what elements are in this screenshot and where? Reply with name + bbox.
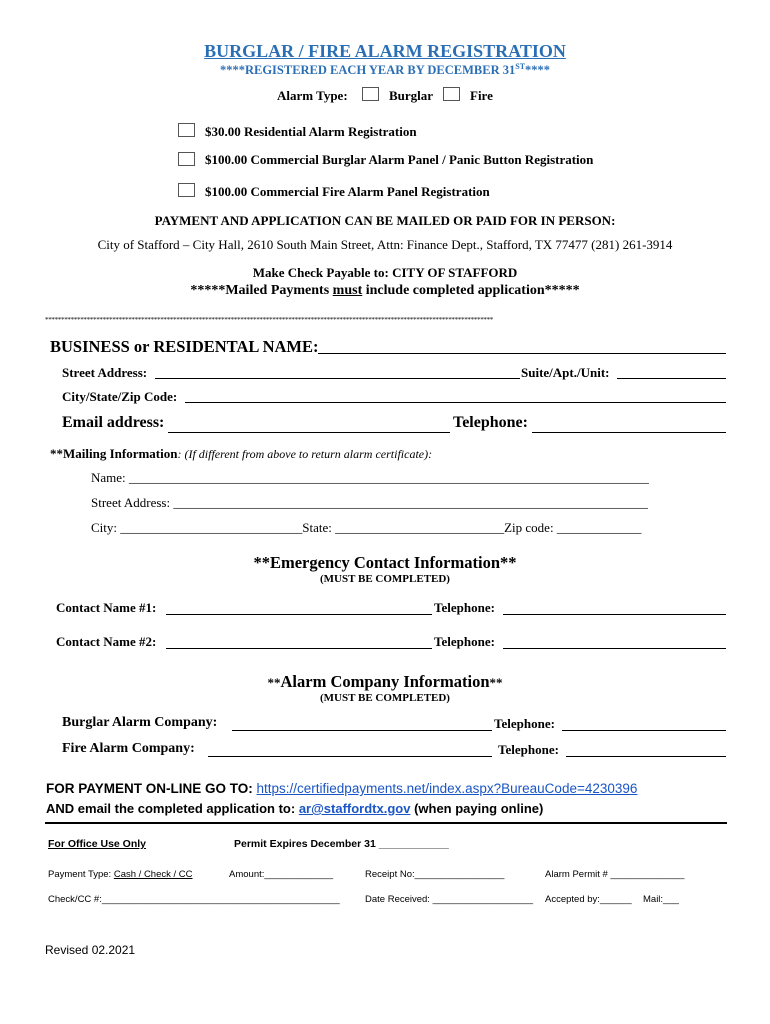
fire-checkbox[interactable] (443, 87, 460, 101)
mailing-street-line[interactable]: Street Address: _________________________________________________________________________ (91, 495, 648, 510)
email-application-line (46, 801, 543, 816)
mailing-name-line[interactable]: Name: ________________________________________________________________________________ (91, 470, 649, 485)
contact1-telephone-label: Telephone: (434, 600, 495, 615)
alarm-heading-pre: ** (267, 675, 281, 690)
mailed-pre: *****Mailed Payments (190, 283, 333, 298)
option-commercial-burglar: $100.00 Commercial Burglar Alarm Panel / Panic Button Registration (205, 152, 594, 167)
contact2-field[interactable] (166, 632, 432, 649)
receipt-field: Receipt No:_________________ (365, 869, 505, 880)
mailing-info-note: : (If different from above to return alarm certificate): (177, 447, 433, 461)
separator-stars: ******************************************************************************************************************************************** (45, 316, 494, 324)
contact1-telephone-field[interactable] (503, 598, 726, 615)
email-link[interactable]: ar@staffordtx.gov (298, 801, 411, 816)
business-telephone-label: Telephone: (453, 414, 528, 431)
city-state-zip-label: City/State/Zip Code: (62, 389, 178, 404)
fire-company-telephone-label: Telephone: (498, 742, 559, 757)
accepted-by-field: Accepted by:______ (545, 894, 632, 905)
office-divider (45, 822, 727, 824)
alarm-company-note: (MUST BE COMPLETED) (320, 692, 450, 704)
office-use-title: For Office Use Only (48, 838, 147, 850)
business-name-label: BUSINESS or RESIDENTAL NAME: (50, 337, 319, 356)
form-title: BURGLAR / FIRE ALARM REGISTRATION (204, 41, 566, 61)
subtitle-text: ****REGISTERED EACH YEAR BY DECEMBER 31 (219, 63, 516, 77)
business-name-field[interactable] (318, 337, 726, 354)
contact2-label: Contact Name #2: (56, 634, 157, 649)
residential-checkbox[interactable] (178, 123, 195, 137)
option-residential: $30.00 Residential Alarm Registration (205, 124, 417, 139)
mailed-must: must (332, 283, 363, 298)
fire-company-telephone-field[interactable] (566, 739, 726, 757)
emergency-heading: **Emergency Contact Information** (253, 553, 517, 572)
alarm-company-heading (0, 672, 770, 692)
permit-expires: Permit Expires December 31 ____________ (234, 838, 449, 850)
burglar-company-field[interactable] (232, 713, 492, 731)
commercial-burglar-checkbox[interactable] (178, 152, 195, 166)
contact1-field[interactable] (166, 598, 432, 615)
email-pre: AND email the completed application to: (46, 801, 299, 816)
payment-url-link[interactable]: https://certifiedpayments.net/index.aspx?BureauCode=4230396 (256, 781, 638, 796)
fire-company-field[interactable] (208, 739, 492, 757)
email-post: (when paying online) (410, 801, 544, 816)
alarm-heading-post: ** (489, 675, 503, 690)
subtitle-superscript: ST (515, 62, 526, 71)
burglar-company-telephone-field[interactable] (562, 713, 726, 731)
payment-type (48, 869, 193, 880)
payable-line: Make Check Payable to: CITY OF STAFFORD (252, 265, 518, 280)
fire-company-label: Fire Alarm Company: (62, 741, 195, 756)
burglar-company-telephone-label: Telephone: (494, 716, 555, 731)
alarm-type-label: Alarm Type: (277, 88, 348, 103)
form-subtitle (0, 62, 770, 78)
email-label: Email address: (62, 414, 165, 431)
contact2-telephone-label: Telephone: (434, 634, 495, 649)
city-state-zip-field[interactable] (185, 387, 726, 403)
email-field[interactable] (168, 414, 450, 433)
alarm-permit-field: Alarm Permit # ______________ (545, 869, 685, 880)
payment-heading: PAYMENT AND APPLICATION CAN BE MAILED OR PAID FOR IN PERSON: (154, 213, 616, 228)
burglar-checkbox[interactable] (362, 87, 379, 101)
amount-field: Amount:_____________ (229, 869, 334, 880)
mailed-payments-line (0, 283, 770, 299)
check-cc-field: Check/CC #:_____________________________________________ (48, 894, 340, 905)
street-address-field[interactable] (155, 363, 520, 379)
commercial-fire-checkbox[interactable] (178, 183, 195, 197)
suite-label: Suite/Apt./Unit: (521, 365, 610, 380)
option-commercial-fire: $100.00 Commercial Fire Alarm Panel Registration (205, 184, 490, 199)
mailed-post: include completed application***** (362, 283, 580, 298)
contact2-telephone-field[interactable] (503, 632, 726, 649)
revised-date: Revised 02.2021 (45, 943, 136, 957)
mailing-info-label (50, 446, 432, 462)
mail-field: Mail:___ (643, 894, 679, 905)
online-payment-label: FOR PAYMENT ON-LINE GO TO: (46, 781, 257, 796)
burglar-label: Burglar (389, 88, 434, 103)
mailing-city-line[interactable]: City: ____________________________State: __________________________Zip code: _____________ (91, 520, 642, 535)
alarm-heading-text: Alarm Company Information (280, 672, 490, 691)
payment-type-value: Cash / Check / CC (113, 869, 193, 880)
business-telephone-field[interactable] (532, 414, 726, 433)
fire-label: Fire (470, 88, 493, 103)
payment-type-label: Payment Type: (48, 869, 114, 880)
suite-field[interactable] (617, 363, 726, 379)
burglar-company-label: Burglar Alarm Company: (62, 715, 218, 730)
date-received-field: Date Received: ___________________ (365, 894, 533, 905)
city-address: City of Stafford – City Hall, 2610 South Main Street, Attn: Finance Dept., Stafford, TX 77477 (281) 261-3914 (97, 237, 673, 252)
online-payment-line (46, 781, 637, 796)
subtitle-end: **** (525, 63, 551, 77)
emergency-note: (MUST BE COMPLETED) (320, 573, 450, 585)
mailing-info-bold: **Mailing Information (50, 446, 178, 461)
street-address-label: Street Address: (62, 365, 148, 380)
contact1-label: Contact Name #1: (56, 600, 157, 615)
